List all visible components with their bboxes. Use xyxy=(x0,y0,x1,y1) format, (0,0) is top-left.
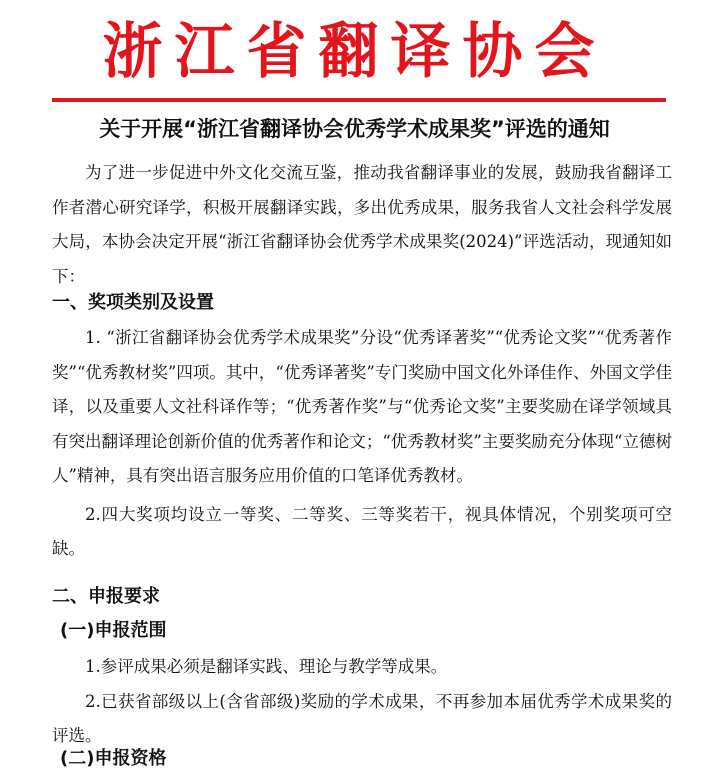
intro-paragraph: 为了进一步促进中外文化交流互鉴，推动我省翻译事业的发展，鼓励我省翻译工作者潜心研究译学，积极开展翻译实践，多出优秀成果，服务我省人文社会科学发展大局，本协会决定开展“浙江省翻译协会优秀学术成果奖(2024)”评选活动，现通知如下： xyxy=(52,163,672,286)
subsection-heading-eligibility: (二)申报资格 xyxy=(60,748,167,769)
section-1-paragraph-2: 2.四大奖项均设立一等奖、二等奖、三等奖若干，视具体情况，个别奖项可空缺。 xyxy=(52,504,672,558)
org-letterhead-title: 浙江省翻译协会 xyxy=(102,17,607,87)
scope-paragraph-1: 1.参评成果必须是翻译实践、理论与教学等成果。 xyxy=(85,657,448,676)
section-1-paragraph-1: 1. “浙江省翻译协会优秀学术成果奖”分设“优秀译著奖”“优秀论文奖”“优秀著作奖”“优秀教材奖”四项。其中，“优秀译著奖”专门奖励中国文化外译佳作、外国文学佳译，以及重要人文社科译作等；“优秀著作奖”与“优秀论文奖”主要奖励在译学领域具有突出翻译理论创新价值的优秀著作和论文；“优秀教材奖”主要奖励充分体现“立德树人”精神，具有突出语言服务应用价值的口笔译优秀教材。 xyxy=(52,328,672,485)
scope-block xyxy=(52,650,672,754)
section-heading-1: 一、奖项类别及设置 xyxy=(52,292,214,313)
section-heading-2: 二、申报要求 xyxy=(52,586,160,607)
subsection-heading-scope: (一)申报范围 xyxy=(60,620,167,641)
letterhead-red-rule xyxy=(52,98,666,102)
section-1-block xyxy=(52,321,672,567)
notice-title: 关于开展“浙江省翻译协会优秀学术成果奖”评选的通知 xyxy=(99,117,610,141)
intro-block xyxy=(52,156,672,294)
scope-paragraph-2: 2.已获省部级以上(含省部级)奖励的学术成果，不再参加本届优秀学术成果奖的评选。 xyxy=(52,691,672,745)
